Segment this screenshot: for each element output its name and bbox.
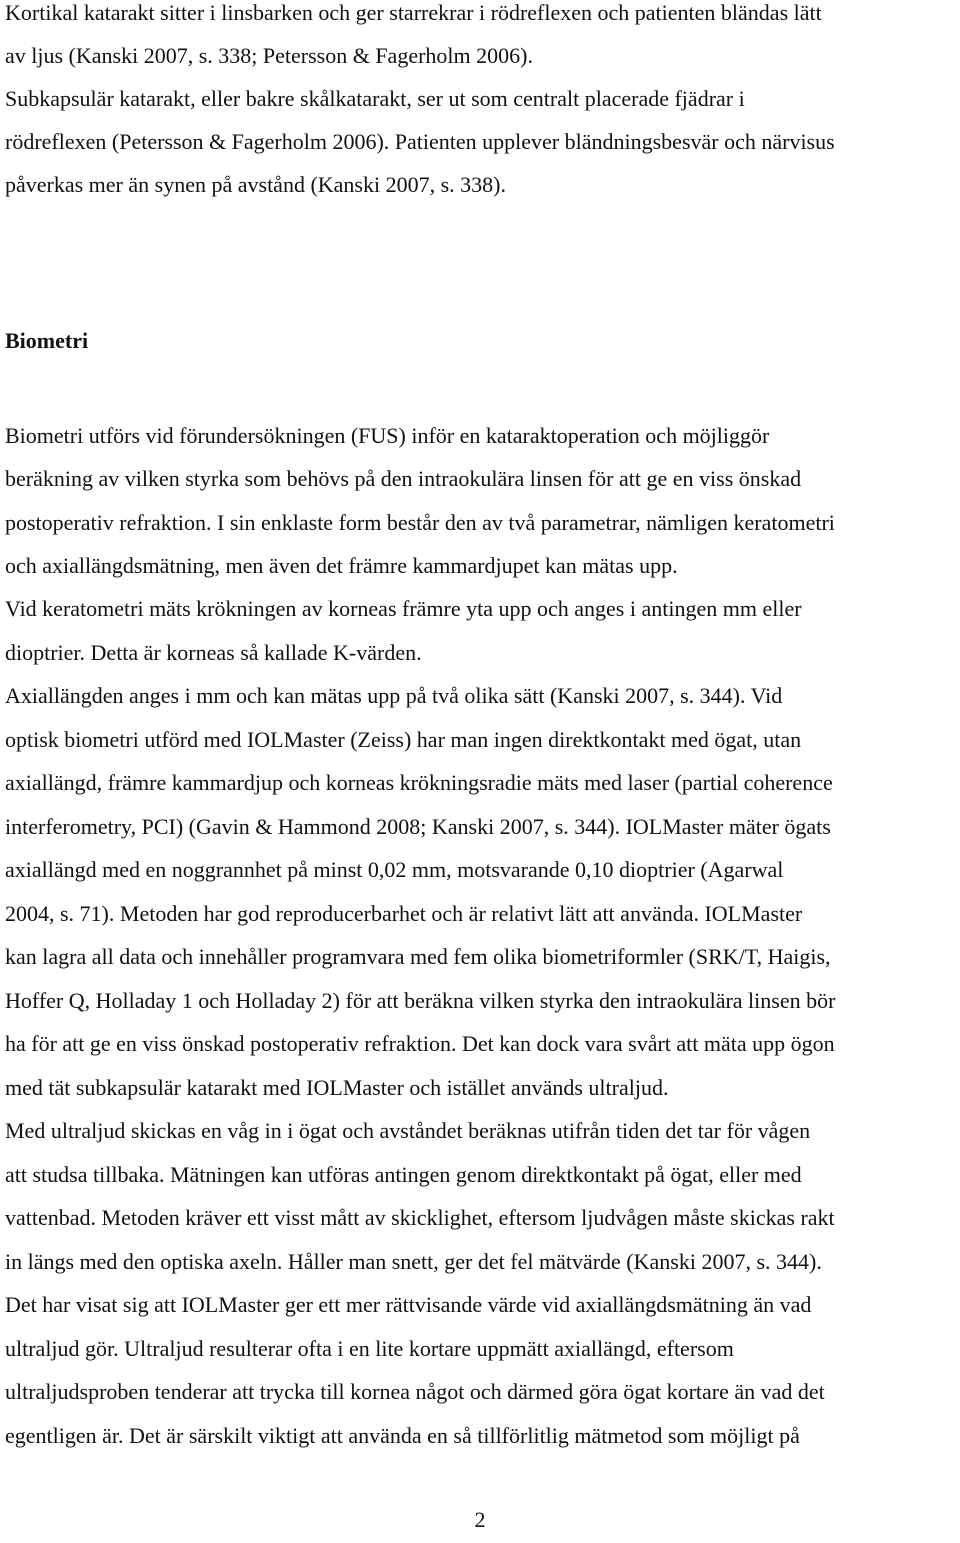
text-line: ultraljudsproben tenderar att trycka till kornea något och därmed göra ögat kortare än vad det	[5, 1379, 825, 1404]
text-line: att studsa tillbaka. Mätningen kan utföras antingen genom direktkontakt på ögat, eller med	[5, 1162, 802, 1187]
text-line: vattenbad. Metoden kräver ett visst mått av skicklighet, eftersom ljudvågen måste skickas rakt	[5, 1205, 835, 1230]
text-line: in längs med den optiska axeln. Håller man snett, ger det fel mätvärde (Kanski 2007, s. 344).	[5, 1249, 822, 1274]
page-number: 2	[474, 1507, 486, 1532]
text-line: Axiallängden anges i mm och kan mätas upp på två olika sätt (Kanski 2007, s. 344). Vid	[5, 683, 783, 708]
section-heading: Biometri	[5, 328, 89, 353]
text-line: 2004, s. 71). Metoden har god reproducerbarhet och är relativt lätt att använda. IOLMaster	[5, 901, 803, 926]
text-line: och axiallängdsmätning, men även det främre kammardjupet kan mätas upp.	[5, 553, 678, 578]
text-line: axiallängd med en noggrannhet på minst 0,02 mm, motsvarande 0,10 dioptrier (Agarwal	[5, 857, 784, 882]
text-line: optisk biometri utförd med IOLMaster (Zeiss) har man ingen direktkontakt med ögat, utan	[5, 727, 802, 752]
text-line: kan lagra all data och innehåller programvara med fem olika biometriformler (SRK/T, Haigis,	[5, 944, 831, 969]
text-line: Vid keratometri mäts krökningen av korneas främre yta upp och anges i antingen mm eller	[5, 596, 802, 621]
text-line: postoperativ refraktion. I sin enklaste form består den av två parametrar, nämligen keratometri	[5, 510, 835, 535]
text-line: axiallängd, främre kammardjup och korneas krökningsradie mäts med laser (partial coherence	[5, 770, 833, 795]
text-line: med tät subkapsulär katarakt med IOLMaster och istället används ultraljud.	[5, 1075, 669, 1100]
text-line: ultraljud gör. Ultraljud resulterar ofta i en lite kortare uppmätt axiallängd, eftersom	[5, 1336, 734, 1361]
text-line: av ljus (Kanski 2007, s. 338; Petersson & Fagerholm 2006).	[5, 43, 533, 68]
text-line: påverkas mer än synen på avstånd (Kanski 2007, s. 338).	[5, 172, 506, 197]
text-line: Det har visat sig att IOLMaster ger ett mer rättvisande värde vid axiallängdsmätning än vad	[5, 1292, 812, 1317]
text-line: Biometri utförs vid förundersökningen (FUS) inför en kataraktoperation och möjliggör	[5, 423, 770, 448]
text-line: beräkning av vilken styrka som behövs på den intraokulära linsen för att ge en viss önskad	[5, 466, 802, 491]
text-line: Hoffer Q, Holladay 1 och Holladay 2) för att beräkna vilken styrka den intraokulära linsen bör	[5, 988, 836, 1013]
text-line: Subkapsulär katarakt, eller bakre skålkatarakt, ser ut som centralt placerade fjädrar i	[5, 86, 745, 111]
text-line: dioptrier. Detta är korneas så kallade K-värden.	[5, 640, 422, 665]
text-line: interferometry, PCI) (Gavin & Hammond 2008; Kanski 2007, s. 344). IOLMaster mäter ögats	[5, 814, 831, 839]
text-line: rödreflexen (Petersson & Fagerholm 2006). Patienten upplever bländningsbesvär och närvisus	[5, 129, 835, 154]
text-line: Kortikal katarakt sitter i linsbarken och ger starrekrar i rödreflexen och patienten bländas lätt	[5, 0, 822, 25]
text-line: Med ultraljud skickas en våg in i ögat och avståndet beräknas utifrån tiden det tar för vågen	[5, 1118, 811, 1143]
text-line: egentligen är. Det är särskilt viktigt att använda en så tillförlitlig mätmetod som möjligt på	[5, 1423, 800, 1448]
text-line: ha för att ge en viss önskad postoperativ refraktion. Det kan dock vara svårt att mäta upp ögon	[5, 1031, 835, 1056]
